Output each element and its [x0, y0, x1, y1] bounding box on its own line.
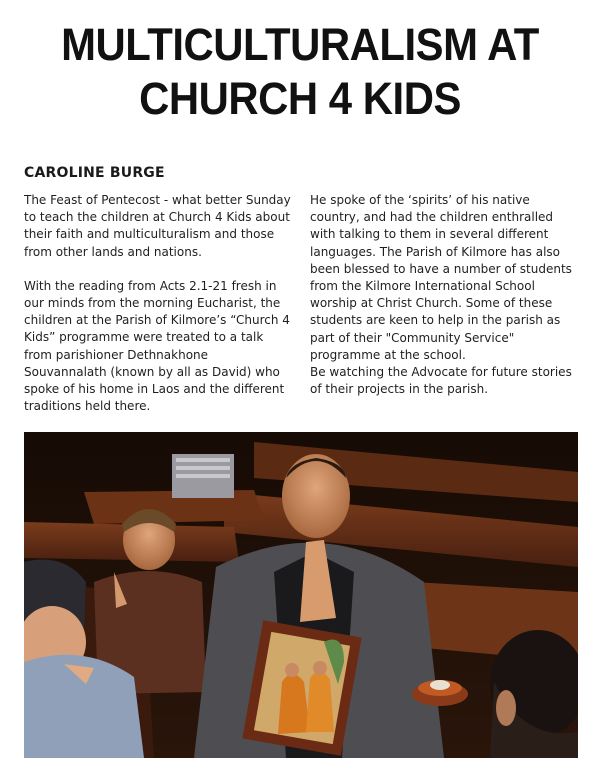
- paragraph: With the reading from Acts 2.1-21 fresh in our minds from the morning Eucharist, the children at the Parish of Kilmore’s “Church 4 Kids” programme were treated to a talk from parishioner Dethnakhone Souvannalath (known by all as David) who spoke of his home in Laos and the different traditions held there.: [24, 278, 290, 414]
- paragraph: He spoke of the ‘spirits’ of his native country, and had the children enthralled with talking to them in several different languages. The Parish of Kilmore has also been blessed to have a number of students from the Kilmore International School worship at Christ Church. Some of these students are keen to help in the parish as part of their "Community Service" programme at the school.: [310, 193, 572, 362]
- paragraph: The Feast of Pentecost - what better Sunday to teach the children at Church 4 Kids about their faith and multiculturalism and those from other lands and nations.: [24, 193, 291, 259]
- article-photo: [24, 432, 578, 758]
- article-title: [21, 18, 579, 126]
- author-byline: CAROLINE BURGE: [24, 165, 165, 181]
- title-line-1: MULTICULTURALISM AT: [61, 19, 539, 70]
- photo-illustration: [24, 432, 578, 758]
- title-line-2: CHURCH 4 KIDS: [139, 73, 461, 124]
- article-column-left: [24, 192, 294, 432]
- article-column-right: [310, 192, 582, 398]
- paragraph: Be watching the Advocate for future stories of their projects in the parish.: [310, 365, 572, 397]
